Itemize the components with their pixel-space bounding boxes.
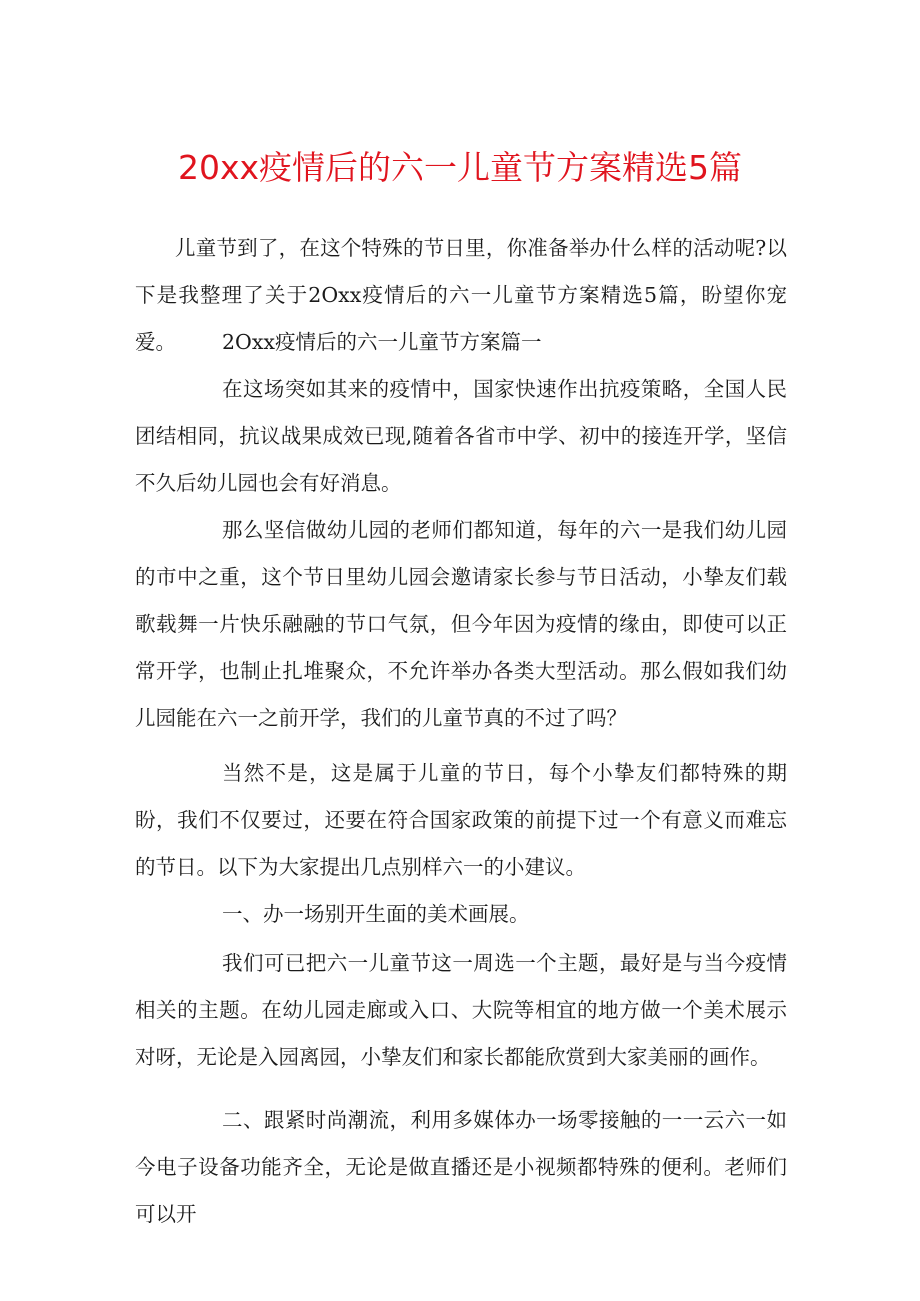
section-item-2: 二、跟紧时尚潮流，利用多媒体办一场零接触的一一云六一如今电子设备功能齐全，无论是做直播还是小视频都特殊的便利。老师们可以开 — [135, 1108, 787, 1226]
body-paragraph-4: 我们可已把六一儿童节这一周选一个主题，最好是与当今疫情相关的主题。在幼儿园走廊或入口、大院等相宜的地方做一个美术展示对呀，无论是入园离园，小挚友们和家长都能欣赏到大家美丽的画作。 — [135, 951, 787, 1069]
intro-paragraph: 儿童节到了，在这个特殊的节日里，你准备举办什么样的活动呢?以下是我整理了关于2Oxx疫情后的六一儿童节方案精选5篇，盼望你宠爱。 — [135, 236, 787, 354]
body-paragraph-2: 那么坚信做幼儿园的老师们都知道，每年的六一是我们幼儿园的市中之重，这个节日里幼儿园会邀请家长参与节日活动，小挚友们载歌载舞一片快乐融融的节口气氛，但今年因为疫情的缘由，即使可以正常开学，也制止扎堆聚众，不允许举办各类大型活动。那么假如我们幼儿园能在六一之前开学，我们的儿童节真的不过了吗？ — [135, 518, 787, 730]
body-paragraph-1: 在这场突如其来的疫情中，国家快速作出抗疫策略，全国人民团结相同，抗议战果成效已现,随着各省市中学、初中的接连开学，坚信不久后幼儿园也会有好消息。 — [135, 377, 787, 495]
section-item-1: 一、办一场别开生面的美术画展。 — [222, 902, 530, 926]
document-title: 20xx疫情后的六一儿童节方案精选5篇 — [177, 148, 743, 187]
section-heading: 2Oxx疫情后的六一儿童节方案篇一 — [222, 330, 542, 354]
body-paragraph-3: 当然不是，这是属于儿童的节日，每个小挚友们都特殊的期盼，我们不仅要过，还要在符合国家政策的前提下过一个有意义而难忘的节日。以下为大家提出几点别样六一的小建议。 — [135, 761, 787, 879]
